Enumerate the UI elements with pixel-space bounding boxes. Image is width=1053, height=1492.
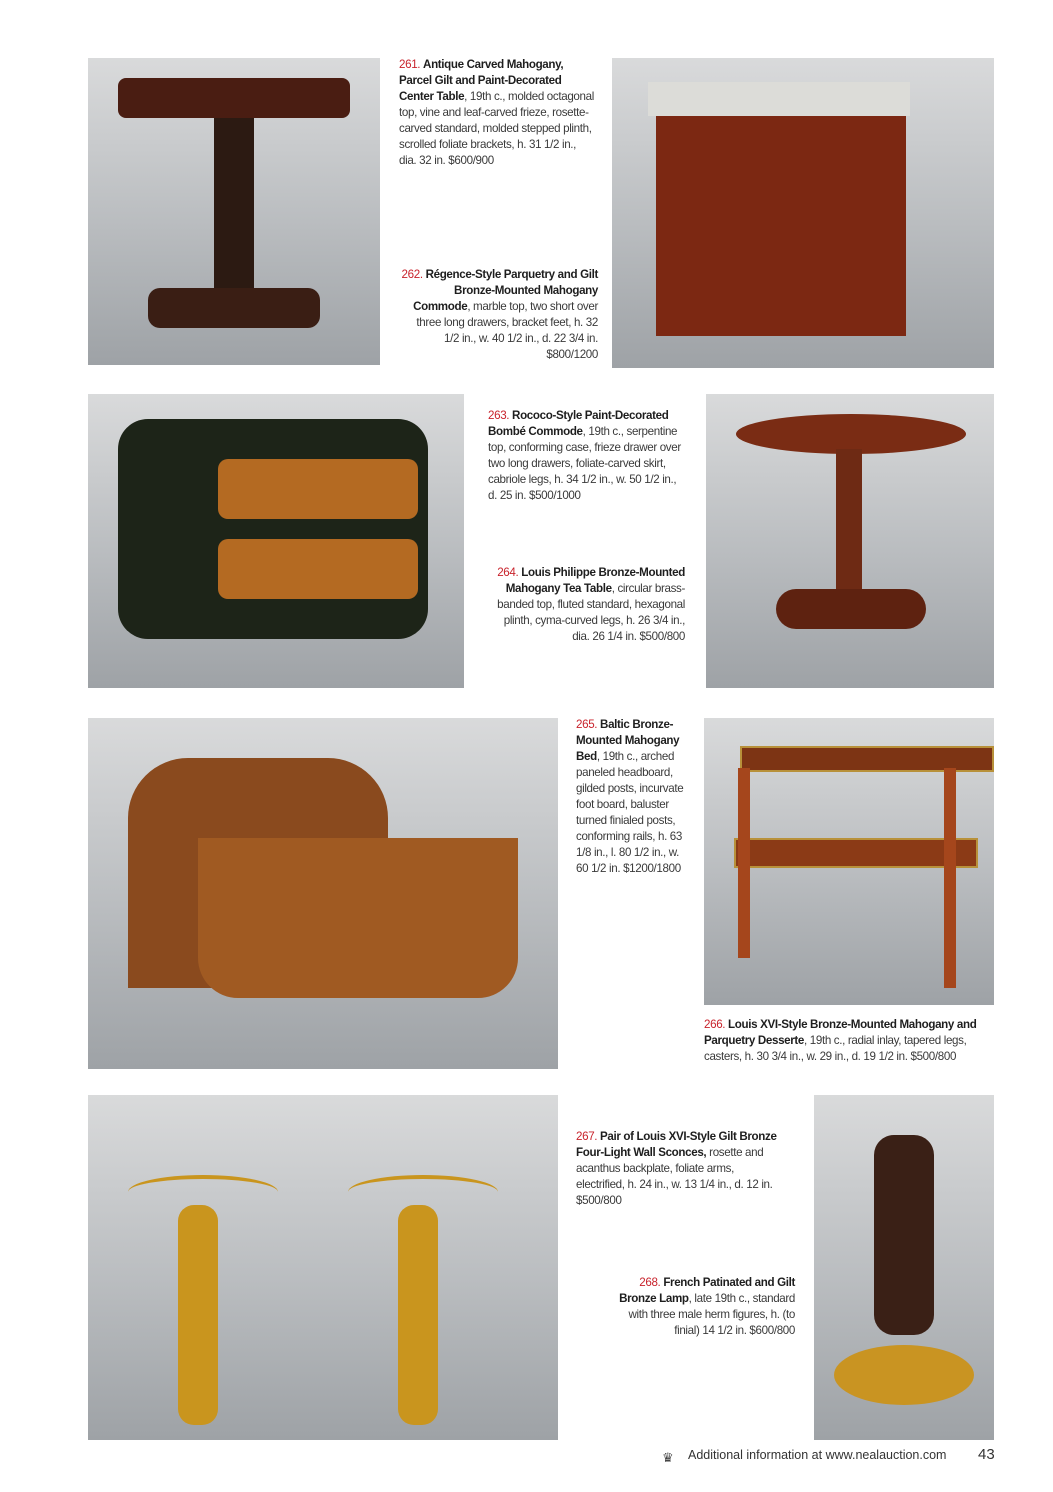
lot-description: , 19th c., radial inlay, tapered legs, casters, h. 30 3/4 in., w. 29 in., d. 19 1/2 in. $500/800	[704, 1034, 967, 1063]
lot-266-caption	[704, 1017, 996, 1065]
photo-lot-261-center-table	[88, 58, 380, 365]
lot-description: , circular brass-banded top, fluted standard, hexagonal plinth, cyma-curved legs, h. 26 3/4 in., dia. 26 1/4 in. $500/800	[497, 582, 685, 643]
lot-268-caption	[610, 1275, 795, 1339]
lot-title: Rococo-Style Paint-Decorated Bombé Commode	[488, 409, 669, 438]
website-info: Additional information at www.nealauction.com	[688, 1448, 947, 1462]
photo-lot-262-commode	[612, 58, 994, 368]
lot-number: 263.	[488, 409, 510, 422]
lot-264-caption	[488, 565, 685, 645]
photo-lot-267-wall-sconces	[88, 1095, 558, 1440]
lot-number: 261.	[399, 58, 421, 71]
crown-icon: ♛	[662, 1450, 674, 1465]
lot-267-caption	[576, 1129, 778, 1209]
photo-lot-265-bed	[88, 718, 558, 1069]
lot-number: 268.	[639, 1276, 661, 1289]
lot-title: Régence-Style Parquetry and Gilt Bronze-Mounted Mahogany Commode	[413, 268, 598, 313]
lot-title: Baltic Bronze-Mounted Mahogany Bed	[576, 718, 680, 763]
lot-title: Louis XVI-Style Bronze-Mounted Mahogany and Parquetry Desserte	[704, 1018, 977, 1047]
lot-number: 262.	[401, 268, 423, 281]
photo-lot-264-tea-table	[706, 394, 994, 688]
lot-263-caption	[488, 408, 688, 504]
lot-number: 264.	[497, 566, 519, 579]
lot-title: French Patinated and Gilt Bronze Lamp	[619, 1276, 795, 1305]
lot-description: rosette and acanthus backplate, foliate arms, electrified, h. 24 in., w. 13 1/4 in., d. 12 in. $500/800	[576, 1146, 773, 1207]
page-number: 43	[978, 1446, 995, 1463]
lot-description: , marble top, two short over three long drawers, bracket feet, h. 32 1/2 in., w. 40 1/2 in., d. 22 3/4 in. $800/1200	[416, 300, 598, 361]
lot-261-caption	[399, 57, 595, 169]
lot-number: 265.	[576, 718, 598, 731]
lot-title: Antique Carved Mahogany, Parcel Gilt and Paint-Decorated Center Table	[399, 58, 564, 103]
page-footer	[660, 1448, 1000, 1468]
lot-description: , late 19th c., standard with three male herm figures, h. (to finial) 14 1/2 in. $600/800	[628, 1292, 795, 1337]
lot-265-caption	[576, 717, 684, 877]
lot-title: Louis Philippe Bronze-Mounted Mahogany Tea Table	[505, 566, 685, 595]
lot-number: 267.	[576, 1130, 598, 1143]
lot-description: , 19th c., arched paneled headboard, gilded posts, incurvate foot board, baluster turned finialed posts, conforming rails, h. 63 1/8 in., l. 80 1/2 in., w. 60 1/2 in. $1200/1800	[576, 750, 684, 875]
photo-lot-263-bombe-commode	[88, 394, 464, 688]
photo-lot-268-lamp	[814, 1095, 994, 1440]
lot-description: , 19th c., serpentine top, conforming case, frieze drawer over two long drawers, foliate-carved skirt, cabriole legs, h. 34 1/2 in., w. 50 1/2 in., d. 25 in. $500/1000	[488, 425, 681, 502]
lot-title: Pair of Louis XVI-Style Gilt Bronze Four-Light Wall Sconces,	[576, 1130, 777, 1159]
lot-262-caption	[400, 267, 598, 363]
lot-description: , 19th c., molded octagonal top, vine and leaf-carved frieze, rosette-carved standard, molded stepped plinth, scrolled foliate brackets, h. 31 1/2 in., dia. 32 in. $600/900	[399, 90, 594, 167]
lot-number: 266.	[704, 1018, 726, 1031]
photo-lot-266-desserte	[704, 718, 994, 1005]
